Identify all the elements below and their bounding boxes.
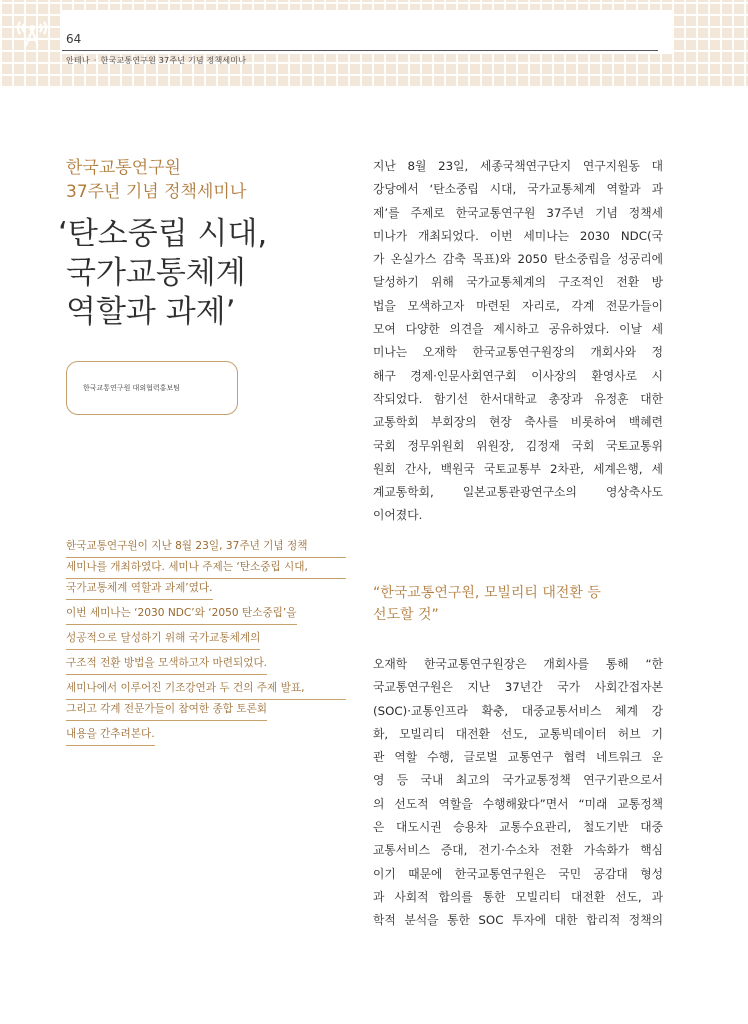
body-line: 영 등 국내 최고의 국가교통정책 연구기관으로서 <box>373 773 663 788</box>
title-line: 역할과 과제’ <box>66 294 236 330</box>
running-title: 한국교통연구원 37주년 기념 정책세미나 <box>100 56 247 65</box>
subtitle-line: 37주년 기념 정책세미나 <box>66 182 247 202</box>
lead-line: 성공적으로 달성하기 위해 국가교통체계의 <box>66 629 260 650</box>
body-line: 작되었다. 함기선 한서대학교 총장과 유정훈 대한 <box>373 391 663 406</box>
author-name: 한국교통연구원 대외협력홍보팀 <box>83 384 180 392</box>
body-line: 관 역할 수행, 글로벌 교통연구 협력 네트워크 운 <box>373 750 663 765</box>
article-subtitle <box>66 156 346 204</box>
author-box <box>66 361 238 415</box>
body-line: 모여 다양한 의견을 제시하고 공유하였다. 이날 세 <box>373 322 663 337</box>
body-line: 은 대도시권 승용차 교통수요관리, 철도기반 대중 <box>373 820 663 835</box>
body-line: 오재학 한국교통연구원장은 개회사를 통해 “한 <box>373 657 663 671</box>
header-band <box>0 0 748 88</box>
lead-line: 그리고 각계 전문가들이 참여한 종합 토론회 <box>66 700 267 721</box>
body-line: 강당에서 ‘탄소중립 시대, 국가교통체계 역할과 과 <box>373 182 663 197</box>
section-heading <box>373 582 663 626</box>
body-line: (SOC)·교통인프라 확충, 대중교통서비스 체계 강 <box>373 703 663 718</box>
antenna-icon <box>14 12 54 52</box>
header-rule <box>62 50 658 51</box>
body-line: 지난 8월 23일, 세종국책연구단지 연구지원동 대 <box>373 159 663 173</box>
body-paragraph-1 <box>373 155 663 528</box>
body-line: 달성하기 위해 국가교통체계의 구조적인 전환 방 <box>373 275 663 290</box>
body-line: 의 선도적 역할을 수행해왔다”면서 “미래 교통정책 <box>373 796 663 811</box>
lead-line: 한국교통연구원이 지난 8월 23일, 37주년 기념 정책 <box>66 537 346 558</box>
page-number: 64 <box>66 32 82 46</box>
article-title <box>58 215 348 332</box>
section-heading-line: “한국교통연구원, 모빌리티 대전환 등 <box>373 585 601 601</box>
body-line: 미나는 오재학 한국교통연구원장의 개회사와 정 <box>373 345 663 360</box>
body-line: 계교통학회, 일본교통관광연구소의 영상축사도 <box>373 485 663 500</box>
body-line: 제’를 주제로 한국교통연구원 37주년 기념 정책세 <box>373 205 663 220</box>
running-head <box>66 55 246 66</box>
lead-line: 내용을 간추려본다. <box>66 725 155 746</box>
body-line: 해구 경제·인문사회연구회 이사장의 환영사로 시 <box>373 368 663 383</box>
separator-dot: · <box>93 56 97 65</box>
body-line: 국회 정무위원회 위원장, 김정재 국회 국토교통위 <box>373 438 663 453</box>
title-line: 국가교통체계 <box>66 255 246 291</box>
lead-line: 국가교통체계 역할과 과제’였다. <box>66 579 213 600</box>
body-paragraph-2 <box>373 653 663 933</box>
title-line: ‘탄소중립 시대, <box>58 216 268 252</box>
body-line: 이어졌다. <box>373 508 423 523</box>
body-line: 가 온실가스 감축 목표)와 2050 탄소중립을 성공리에 <box>373 252 663 267</box>
body-line: 교통학회 부회장의 현장 축사를 비롯하여 백혜련 <box>373 415 663 430</box>
body-line: 국교통연구원은 지난 37년간 국가 사회간접자본 <box>373 680 663 695</box>
lead-line: 세미나에서 이루어진 기조강연과 두 건의 주제 발표, <box>66 679 346 700</box>
subtitle-line: 한국교통연구원 <box>66 158 181 178</box>
lead-line: 이번 세미나는 ‘2030 NDC’와 ‘2050 탄소중립’을 <box>66 604 297 625</box>
lead-line: 구조적 전환 방법을 모색하고자 마련되었다. <box>66 654 267 675</box>
body-line: 원회 간사, 백원국 국토교통부 2차관, 세계은행, 세 <box>373 461 663 476</box>
body-line: 과 사회적 합의를 통한 모빌리티 대전환 선도, 과 <box>373 889 663 904</box>
body-line: 교통서비스 증대, 전기·수소차 전환 가속화가 핵심 <box>373 843 663 858</box>
body-line: 학적 분석을 통한 SOC 투자에 대한 합리적 정책의 <box>373 913 663 928</box>
lead-line: 세미나를 개최하였다. 세미나 주제는 ‘탄소중립 시대, <box>66 558 346 579</box>
body-line: 화, 모빌리티 대전환 선도, 교통빅데이터 허브 기 <box>373 726 663 741</box>
section-name: 안테나 <box>66 56 90 65</box>
section-heading-line: 선도할 것” <box>373 607 439 623</box>
lead-summary <box>66 537 346 750</box>
body-line: 미나가 개최되었다. 이번 세미나는 2030 NDC(국 <box>373 228 663 243</box>
body-line: 이기 때문에 한국교통연구원은 국민 공감대 형성 <box>373 866 663 881</box>
body-line: 법을 모색하고자 마련된 자리로, 각계 전문가들이 <box>373 298 663 313</box>
